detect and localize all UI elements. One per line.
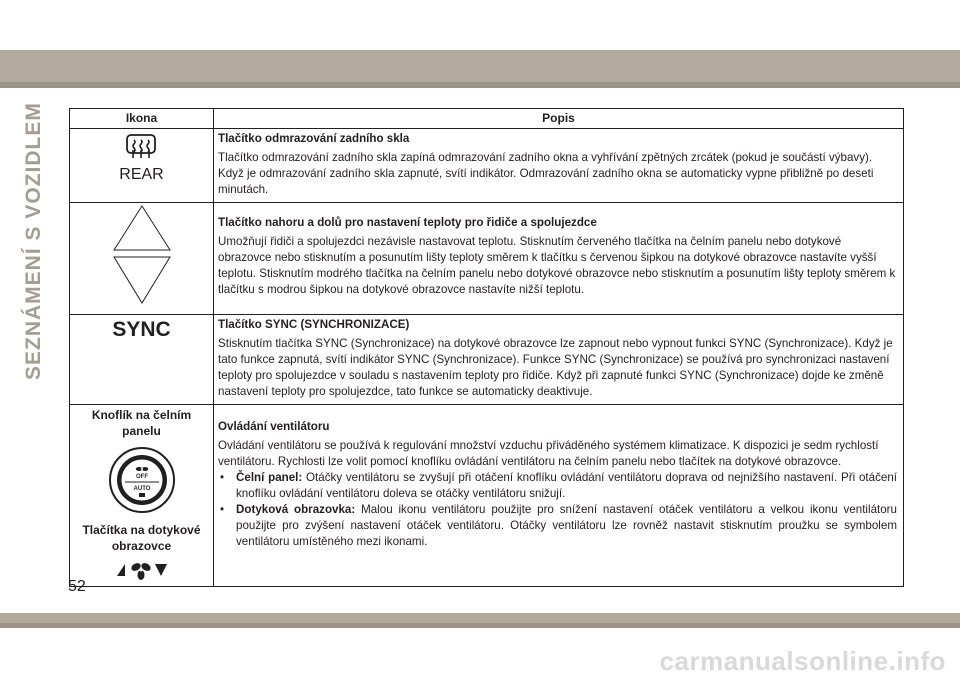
row-text: Ovládání ventilátoru se používá k regulování množství vzduchu přiváděného systémem klimatizace. K dispozici je sedm rychlostí ventilátoru. Rychlosti lze volit pomocí knoflíku ovládání ventilátoru na čelním panelu nebo tlačítek na dotykové obrazovce.: [218, 439, 879, 468]
header-description: Popis: [214, 109, 904, 129]
header-icon: Ikona: [70, 109, 214, 129]
description-cell: [214, 203, 904, 315]
description-cell: [214, 129, 904, 203]
bottom-banner: [0, 613, 960, 628]
controls-table: [69, 108, 904, 587]
bottom-banner-line: [0, 623, 960, 628]
page-number: 52: [68, 578, 86, 595]
icon-cell: [70, 203, 214, 315]
triangle-up-icon: [114, 206, 170, 250]
table-row: [70, 129, 904, 203]
fan-arrows-icon: [115, 560, 169, 580]
bullet-list: [218, 470, 897, 550]
icon-cell: [70, 315, 214, 405]
list-item: [218, 502, 897, 550]
touchscreen-label: Tlačítka na dotykové obrazovce: [82, 523, 201, 553]
knob-off-text: OFF: [135, 474, 148, 480]
watermark: carmanualsonline.info: [659, 646, 946, 676]
row-title: Tlačítko nahoru a dolů pro nastavení teploty pro řidiče a spolujezdce: [218, 216, 597, 229]
knob-label: Knoflík na čelním panelu: [91, 408, 192, 438]
row-text: Umožňují řidiči a spolujezdci nezávisle nastavovat teplotu. Stisknutím červeného tlačítka na čelním panelu nebo dotykové obrazovce nebo stisknutím a posunutím lišty teploty směrem k tlačítku s červenou šipkou na dotykové obrazovce nastavíte vyšší teplotu. Stisknutím modrého tlačítka na čelním panelu nebo dotykové obrazovce nebo stisknutím a posunutím lišty teploty směrem k tlačítku s modrou šipkou na dotykové obrazovce nastavíte nižší teplotu.: [218, 235, 896, 296]
description-cell: [214, 405, 904, 587]
triangle-down-icon: [114, 257, 170, 303]
row-title: Tlačítko SYNC (SYNCHRONIZACE): [218, 318, 410, 331]
bullet-text: Otáčky ventilátoru se zvyšují při otáčení knoflíku ovládání ventilátoru doprava od nejnižšího nastavení. Při otáčení knoflíku ovládání ventilátoru doleva se otáčky ventilátoru snižují.: [236, 471, 897, 500]
bullet-lead: Čelní panel:: [236, 471, 303, 484]
section-side-title: SEZNÁMENÍ S VOZIDLEM: [22, 102, 45, 380]
row-title: Ovládání ventilátoru: [218, 420, 330, 433]
top-banner: [0, 0, 960, 88]
rear-defrost-icon: [119, 130, 163, 185]
row-title: Tlačítko odmrazování zadního skla: [218, 132, 410, 145]
knob-auto-text: AUTO: [133, 486, 150, 492]
bullet-lead: Dotyková obrazovka:: [236, 503, 356, 516]
list-item: [218, 470, 897, 502]
table-row: [70, 405, 904, 587]
bullet-text: Malou ikonu ventilátoru použijte pro snížení nastavení otáček ventilátoru a velkou ikonu ventilátoru použijte pro zvýšení nastavení otáček ventilátoru. Otáčky ventilátoru lze rovněž nastavit stisknutím proužku se symbolem ventilátoru umístěného mezi ikonami.: [236, 503, 897, 548]
row-text: Stisknutím tlačítka SYNC (Synchronizace) na dotykové obrazovce lze zapnout nebo vypnout funkci SYNC (Synchronizace). Když je tato funkce zapnutá, svítí indikátor SYNC (Synchronizace). Funkce SYNC (Synchronizace) se používá pro synchronizaci nastavení teploty pro spolujezdce v souladu s nastavením teploty pro řidiče. Když při zapnuté funkci SYNC (Synchronizace) dojde ke změně nastavení teploty pro spolujezdce, tato funkce se automaticky deaktivuje.: [218, 337, 893, 398]
sync-icon-label: SYNC: [112, 318, 171, 341]
table-header-row: [70, 109, 904, 129]
icon-cell: [70, 129, 214, 203]
top-banner-stripe-dark: [0, 82, 960, 88]
icon-cell: [70, 405, 214, 587]
row-text: Tlačítko odmrazování zadního skla zapíná odmrazování zadního okna a vyhřívání zpětných zrcátek (pokud je součástí výbavy). Když je odmrazování zadního skla zapnuté, svítí indikátor. Odmrazování zadního okna se automaticky vypne přibližně po deseti minutách.: [218, 151, 874, 196]
rear-icon-label: REAR: [119, 166, 164, 183]
table-row: [70, 315, 904, 405]
fan-knob-icon: [107, 445, 177, 515]
temperature-up-down-icon: [111, 204, 173, 306]
description-cell: [214, 315, 904, 405]
table-row: [70, 203, 904, 315]
